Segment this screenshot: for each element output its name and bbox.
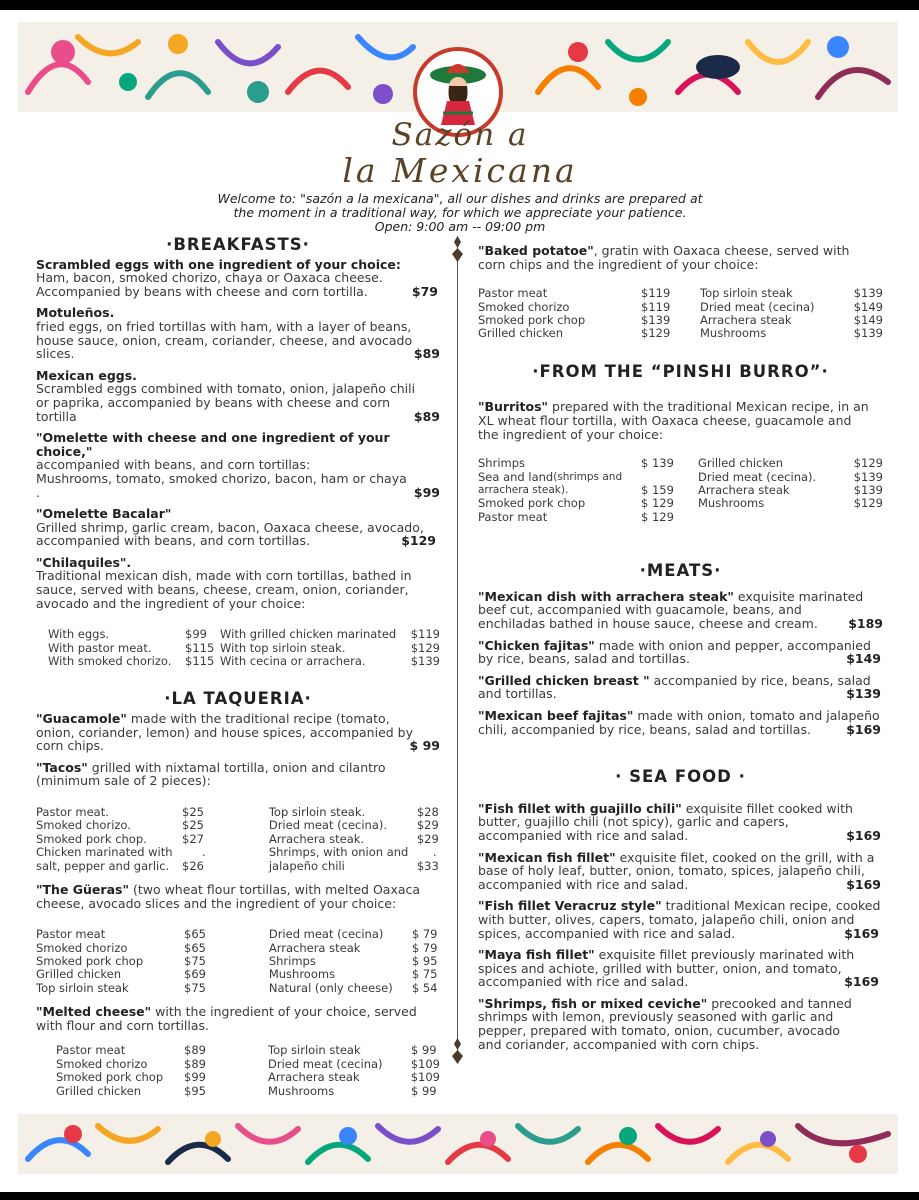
option-price: $25 [182,818,204,833]
item-price: $169 [844,925,879,941]
item-price: $129 [401,533,436,549]
option-price: $33 [416,858,439,873]
item-name: "Chilaquiles". [36,554,132,570]
item-desc: avocado and the ingredient of your choice: [36,595,306,611]
menu-item-guacamole [36,712,440,753]
item-desc: exquisite fillet cooked with [681,800,853,816]
welcome-line: the moment in a traditional way, for which we appreciate your patience. [233,205,687,220]
option-price: $129 [853,456,883,471]
option-name: Shrimps [478,456,526,471]
section-title-meats: ·MEATS· [639,561,722,581]
option-name: With top sirloin steak. [220,640,346,655]
price-table-right [698,457,883,524]
item-name: Scrambled eggs with one ingredient of your choice: [36,256,401,272]
option-name: Top sirloin steak. [268,805,366,820]
option-name: Arrachera steak. [268,831,365,846]
menu-item-burritos [478,400,883,524]
menu-item-beef-fajitas [478,709,883,736]
option-name: Pastor meat [36,927,106,942]
item-desc: cheese, avocado slices and the ingredient of your choice: [36,895,397,911]
option-price: $139 [853,469,883,484]
option-price: $ 95 [411,954,438,969]
item-name: "Grilled chicken breast " [478,672,650,688]
item-price: $79 [411,283,438,299]
item-name: "Shrimps, fish or mixed ceviche" [478,995,708,1011]
item-desc: exquisite fillet previously marinated with [594,947,855,963]
option-name: Top sirloin steak [36,980,129,995]
option-price: $129 [410,640,440,655]
item-desc: corn chips and the ingredient of your choice: [478,256,759,272]
item-price: $169 [846,827,881,843]
option-price: $75 [184,980,206,995]
right-column [478,244,883,1051]
price-table [478,457,883,524]
option-name: Smoked pork chop [56,1070,164,1085]
item-desc: with flour and corn tortillas. [36,1017,210,1033]
option-name: Dried meat (cecina) [268,927,384,942]
item-desc: tortilla [36,408,77,424]
brand-line-2: la Mexicana [342,151,578,190]
option-price: $ 79 [411,940,438,955]
bottom-border [0,1192,919,1200]
option-price: $129 [853,496,883,511]
item-price: $99 [413,484,440,500]
option-price: $ 79 [411,927,438,942]
option-name: Arrachera steak [700,313,792,327]
embroidery-banner-bottom [18,1114,898,1174]
price-table-left [36,928,269,995]
menu-item-gueras [36,883,440,995]
option-name: Sea and land [478,469,554,484]
option-price: $ 99 [411,1043,437,1058]
option-price: $65 [184,940,206,955]
option-price: . [202,845,206,860]
item-desc: slices. [36,346,75,362]
menu-item-grilled-chicken-breast [478,674,883,701]
item-desc: sauce, served with beans, cheese, cream, onion, coriander, [36,582,409,598]
option-name: Mushrooms [268,1083,335,1098]
option-name: Mushrooms [698,496,765,511]
item-name: "Mexican beef fajitas" [478,707,634,723]
item-desc: Ham, bacon, smoked chorizo, chaya or Oaxaca cheese. [36,270,383,286]
menu-item-ceviche [478,997,883,1051]
option-price: $139 [410,654,440,669]
item-name: "Mexican fish fillet" [478,849,616,865]
menu-item-maya-fish [478,948,883,989]
option-price: $115 [185,640,215,655]
option-price: . [432,845,437,860]
item-price: $189 [848,616,883,631]
item-desc: XL wheat flour tortilla, with Oaxaca cheese, guacamole and [478,413,852,428]
item-price: $89 [413,346,440,362]
item-name: "Mexican dish with arrachera steak" [478,588,734,604]
item-desc: house sauce, onion, cream, coriander, cheese, and avocado [36,332,413,348]
section-title-taqueria: ·LA TAQUERIA· [164,689,312,709]
option-name: Natural (only cheese) [268,980,393,995]
price-table-right [700,287,883,341]
top-border [0,0,919,10]
item-desc: spices, accompanied with rice and salad. [478,925,736,941]
price-table-right [269,806,440,873]
item-name: "Guacamole" [36,711,127,727]
option-price: $109 [410,1056,440,1071]
option-name: Chicken marinated with [36,845,173,860]
item-desc: Mushrooms, tomato, smoked chorizo, bacon, ham or chaya [36,470,407,486]
item-desc: corn chips. [36,738,105,754]
option-price: $115 [185,654,215,669]
item-desc: grilled with nixtamal tortilla, onion and cilantro [87,759,386,775]
item-desc: Accompanied by beans with cheese and corn tortilla. [36,283,368,299]
option-price: $ 54 [411,980,438,995]
option-price: $139 [853,326,883,341]
option-price: $29 [416,818,439,833]
price-table-right [269,928,440,995]
menu-item-mexican-eggs [36,369,440,423]
option-price: $109 [410,1070,440,1085]
item-price: $169 [844,974,879,990]
item-desc: Grilled shrimp, garlic cream, bacon, Oaxaca cheese, avocado, [36,519,424,535]
menu-item-tacos [36,761,440,873]
option-name: Grilled chicken [478,326,563,341]
option-price: $139 [641,313,671,327]
option-name: Dried meat (cecina) [268,1056,383,1071]
item-name: "Omelette Bacalar" [36,506,172,522]
option-price: $99 [184,1070,206,1085]
item-desc: accompanied with beans, and corn tortillas: [36,457,311,473]
item-desc: onion, coriander, lemon) and house spices, accompanied by [36,724,413,740]
item-desc: precooked and tanned [707,995,852,1011]
option-note: arrachera steak). [478,484,569,496]
menu-item-scrambled-eggs [36,258,440,299]
option-name: Grilled chicken [36,967,121,982]
option-name: Mushrooms [700,326,767,341]
brand-name [330,118,590,190]
price-table [36,628,440,668]
item-desc: with the ingredient of your choice, served [151,1004,417,1020]
price-table-left [36,806,269,873]
brand-line-1: Sazón a [391,117,529,153]
option-name: jalapeño chili [268,858,345,873]
price-table [36,806,440,873]
option-price: $ 75 [411,967,438,982]
option-name: Shrimps, with onion and [268,845,409,860]
item-desc: pepper, prepared with tomato, onion, cucumber, avocado [478,1023,841,1039]
option-price: $26 [182,858,204,873]
item-desc: traditional Mexican recipe, cooked [661,898,881,914]
item-name: Mexican eggs. [36,367,137,383]
option-name: Pastor meat [478,286,548,301]
option-name: Smoked pork chop [478,313,586,327]
divider-ornament-icon [450,1038,465,1064]
option-price: $89 [184,1056,206,1071]
menu-item-arrachera-dish [478,590,883,631]
option-price: $129 [641,326,671,341]
option-price: $139 [853,286,883,301]
menu-item-mexican-fish [478,851,883,892]
welcome-line: Welcome to: "sazón a la mexicana", all our dishes and drinks are prepared at [217,191,703,206]
option-name: Smoked pork chop [36,954,144,969]
section-title-breakfasts: ·BREAKFASTS· [166,235,310,254]
option-name: Shrimps [268,954,316,969]
item-desc: made with the traditional recipe (tomato, [126,711,390,727]
option-name: Smoked chorizo. [36,818,131,833]
option-price: $ 139 [641,456,674,471]
option-name: Pastor meat [56,1043,126,1058]
option-name: Grilled chicken [698,456,783,471]
option-name: Top sirloin steak [268,1043,361,1058]
option-name: Smoked chorizo [56,1056,148,1071]
item-desc: with butter, olives, capers, tomato, jalapeño chili, onion and [478,911,855,927]
price-table-left [478,457,698,524]
item-name: "Fish fillet with guajillo chili" [478,800,682,816]
item-name: "Chicken fajitas" [478,637,595,653]
option-price: $ 129 [641,509,674,524]
item-name: "Burritos" [478,399,549,415]
item-desc: fried eggs, on fried tortillas with ham, with a layer of beans, [36,318,412,334]
option-name: Dried meat (cecina). [268,818,388,833]
option-price: $139 [853,483,883,497]
item-desc: exquisite marinated [733,588,864,604]
menu-item-chilaquiles [36,556,440,669]
option-name: salt, pepper and garlic. [36,858,170,873]
item-name: Motuleños. [36,305,115,321]
option-price: $99 [185,627,207,642]
item-desc: accompanied with beans, and corn tortillas. [36,533,310,549]
item-name: "Tacos" [36,759,88,775]
item-desc: accompanied by rice, beans, salad [649,672,871,688]
option-name: With eggs. [48,627,110,642]
item-desc: , gratin with Oaxaca cheese, served with [593,243,850,258]
price-table [36,1044,440,1098]
item-name: "Omelette with cheese and one ingredient of your choice," [36,430,390,459]
option-price: $28 [416,805,439,820]
option-price: $ 159 [641,483,674,497]
section-title-pinshi-burro: ·FROM THE “PINSHI BURRO”· [532,361,829,381]
item-desc: shrimps with lemon, previously seasoned with garlic and [478,1009,834,1025]
item-price: $169 [846,876,881,892]
option-price: $119 [641,286,671,301]
item-desc: butter, guajillo chili (not spicy), garlic and capers, [478,814,789,830]
price-table-left [56,1044,268,1098]
option-name: With smoked chorizo. [48,654,172,669]
option-price: $149 [853,313,883,327]
item-desc: base of holy leaf, butter, onion, tomato, spices, jalapeño chili, [478,863,865,879]
option-price: $29 [416,831,439,846]
option-name: Smoked chorizo [478,299,570,314]
item-name: "Melted cheese" [36,1004,152,1020]
option-name: Dried meat (cecina) [700,299,815,314]
item-desc: chili, accompanied by rice, beans, salad and tortillas. [478,721,811,737]
item-desc: . [36,484,40,500]
option-name: Top sirloin steak [700,286,793,301]
price-table [36,928,440,995]
option-name: Mushrooms [268,967,336,982]
option-price: $89 [184,1043,206,1058]
option-name: With cecina or arrachera. [220,654,366,669]
item-desc: and tortillas. [478,686,557,702]
option-price: $75 [184,954,206,969]
item-desc: made with onion and pepper, accompanied [594,637,871,653]
menu-item-chicken-fajitas [478,639,883,666]
menu-item-omelette [36,431,440,499]
opening-hours: Open: 9:00 am -- 09:00 pm [374,219,546,234]
column-divider [457,236,458,1056]
option-name: Smoked pork chop. [36,831,147,846]
option-price: $65 [184,927,206,942]
menu-item-veracruz-fish [478,899,883,940]
item-price: $139 [846,686,881,702]
item-name: "Baked potatoe" [478,243,594,258]
option-name: Dried meat (cecina). [698,469,817,484]
option-price: $95 [184,1083,206,1098]
option-name: Arrachera steak [698,483,790,497]
item-price: $89 [413,408,440,424]
price-table-left [478,287,700,341]
item-desc: beef cut, accompanied with guacamole, beans, and [478,602,802,618]
item-desc: (two wheat flour tortillas, with melted Oaxaca [128,882,421,898]
option-name: Pastor meat. [36,805,109,820]
option-price: $119 [410,627,440,642]
left-column [36,235,440,1098]
item-desc: exquisite filet, cooked on the grill, with a [615,849,875,865]
item-desc: by rice, beans, salad and tortillas. [478,651,690,667]
price-table-right [268,1044,440,1098]
item-desc: spices and achiote, grilled with butter, onion, and tomato, [478,960,842,976]
item-desc: Traditional mexican dish, made with corn tortillas, bathed in [36,568,412,584]
option-price: $ 129 [641,496,674,511]
item-desc: accompanied with rice and salad. [478,974,689,990]
item-desc: enchiladas bathed in house sauce, cheese and cream. [478,616,818,631]
option-name: With pastor meat. [48,640,152,655]
item-desc: accompanied with rice and salad. [478,876,689,892]
item-desc: the ingredient of your choice: [478,426,664,442]
menu-item-motulenos [36,306,440,360]
option-price: $27 [182,831,204,846]
option-name: Arrachera steak [268,1070,360,1085]
item-desc: accompanied with rice and salad. [478,827,689,843]
divider-ornament-icon [450,236,465,262]
item-name: "Fish fillet Veracruz style" [478,898,662,914]
menu-item-omelette-bacalar [36,507,440,548]
option-name: Smoked pork chop [478,496,586,511]
option-name: Grilled chicken [56,1083,141,1098]
option-price: $149 [853,299,883,314]
item-desc: or paprika, accompanied by beans with cheese and corn [36,394,391,410]
option-price: $69 [184,967,206,982]
item-desc: Scrambled eggs combined with tomato, onion, jalapeño chili [36,381,416,397]
item-price: $169 [846,721,881,737]
section-title-sea-food: · SEA FOOD · [615,767,746,787]
item-desc: (minimum sale of 2 pieces): [36,773,211,789]
item-price: $149 [846,651,881,667]
item-price: $ 99 [409,738,440,754]
price-table-right [220,628,440,668]
option-note: (shrimps and [553,470,623,483]
welcome-text [190,192,730,234]
price-table-left [48,628,220,668]
option-name: Arrachera steak [268,940,361,955]
option-price: $119 [641,299,671,314]
price-table [478,287,883,341]
item-desc: and coriander, accompanied with corn chips. [478,1036,760,1052]
option-name: Smoked chorizo [36,940,128,955]
item-name: "The Güeras" [36,882,129,898]
menu-item-guajillo-fish [478,802,883,843]
option-name: Pastor meat [478,509,548,524]
option-name: With grilled chicken marinated [220,627,397,642]
item-name: "Maya fish fillet" [478,947,595,963]
option-price: $ 99 [411,1083,437,1098]
menu-item-baked-potato [478,244,883,341]
menu-item-melted-cheese [36,1005,440,1098]
item-desc: made with onion, tomato and jalapeño [633,707,880,723]
item-desc: prepared with the traditional Mexican recipe, in an [548,399,869,415]
option-price: $25 [182,805,204,820]
